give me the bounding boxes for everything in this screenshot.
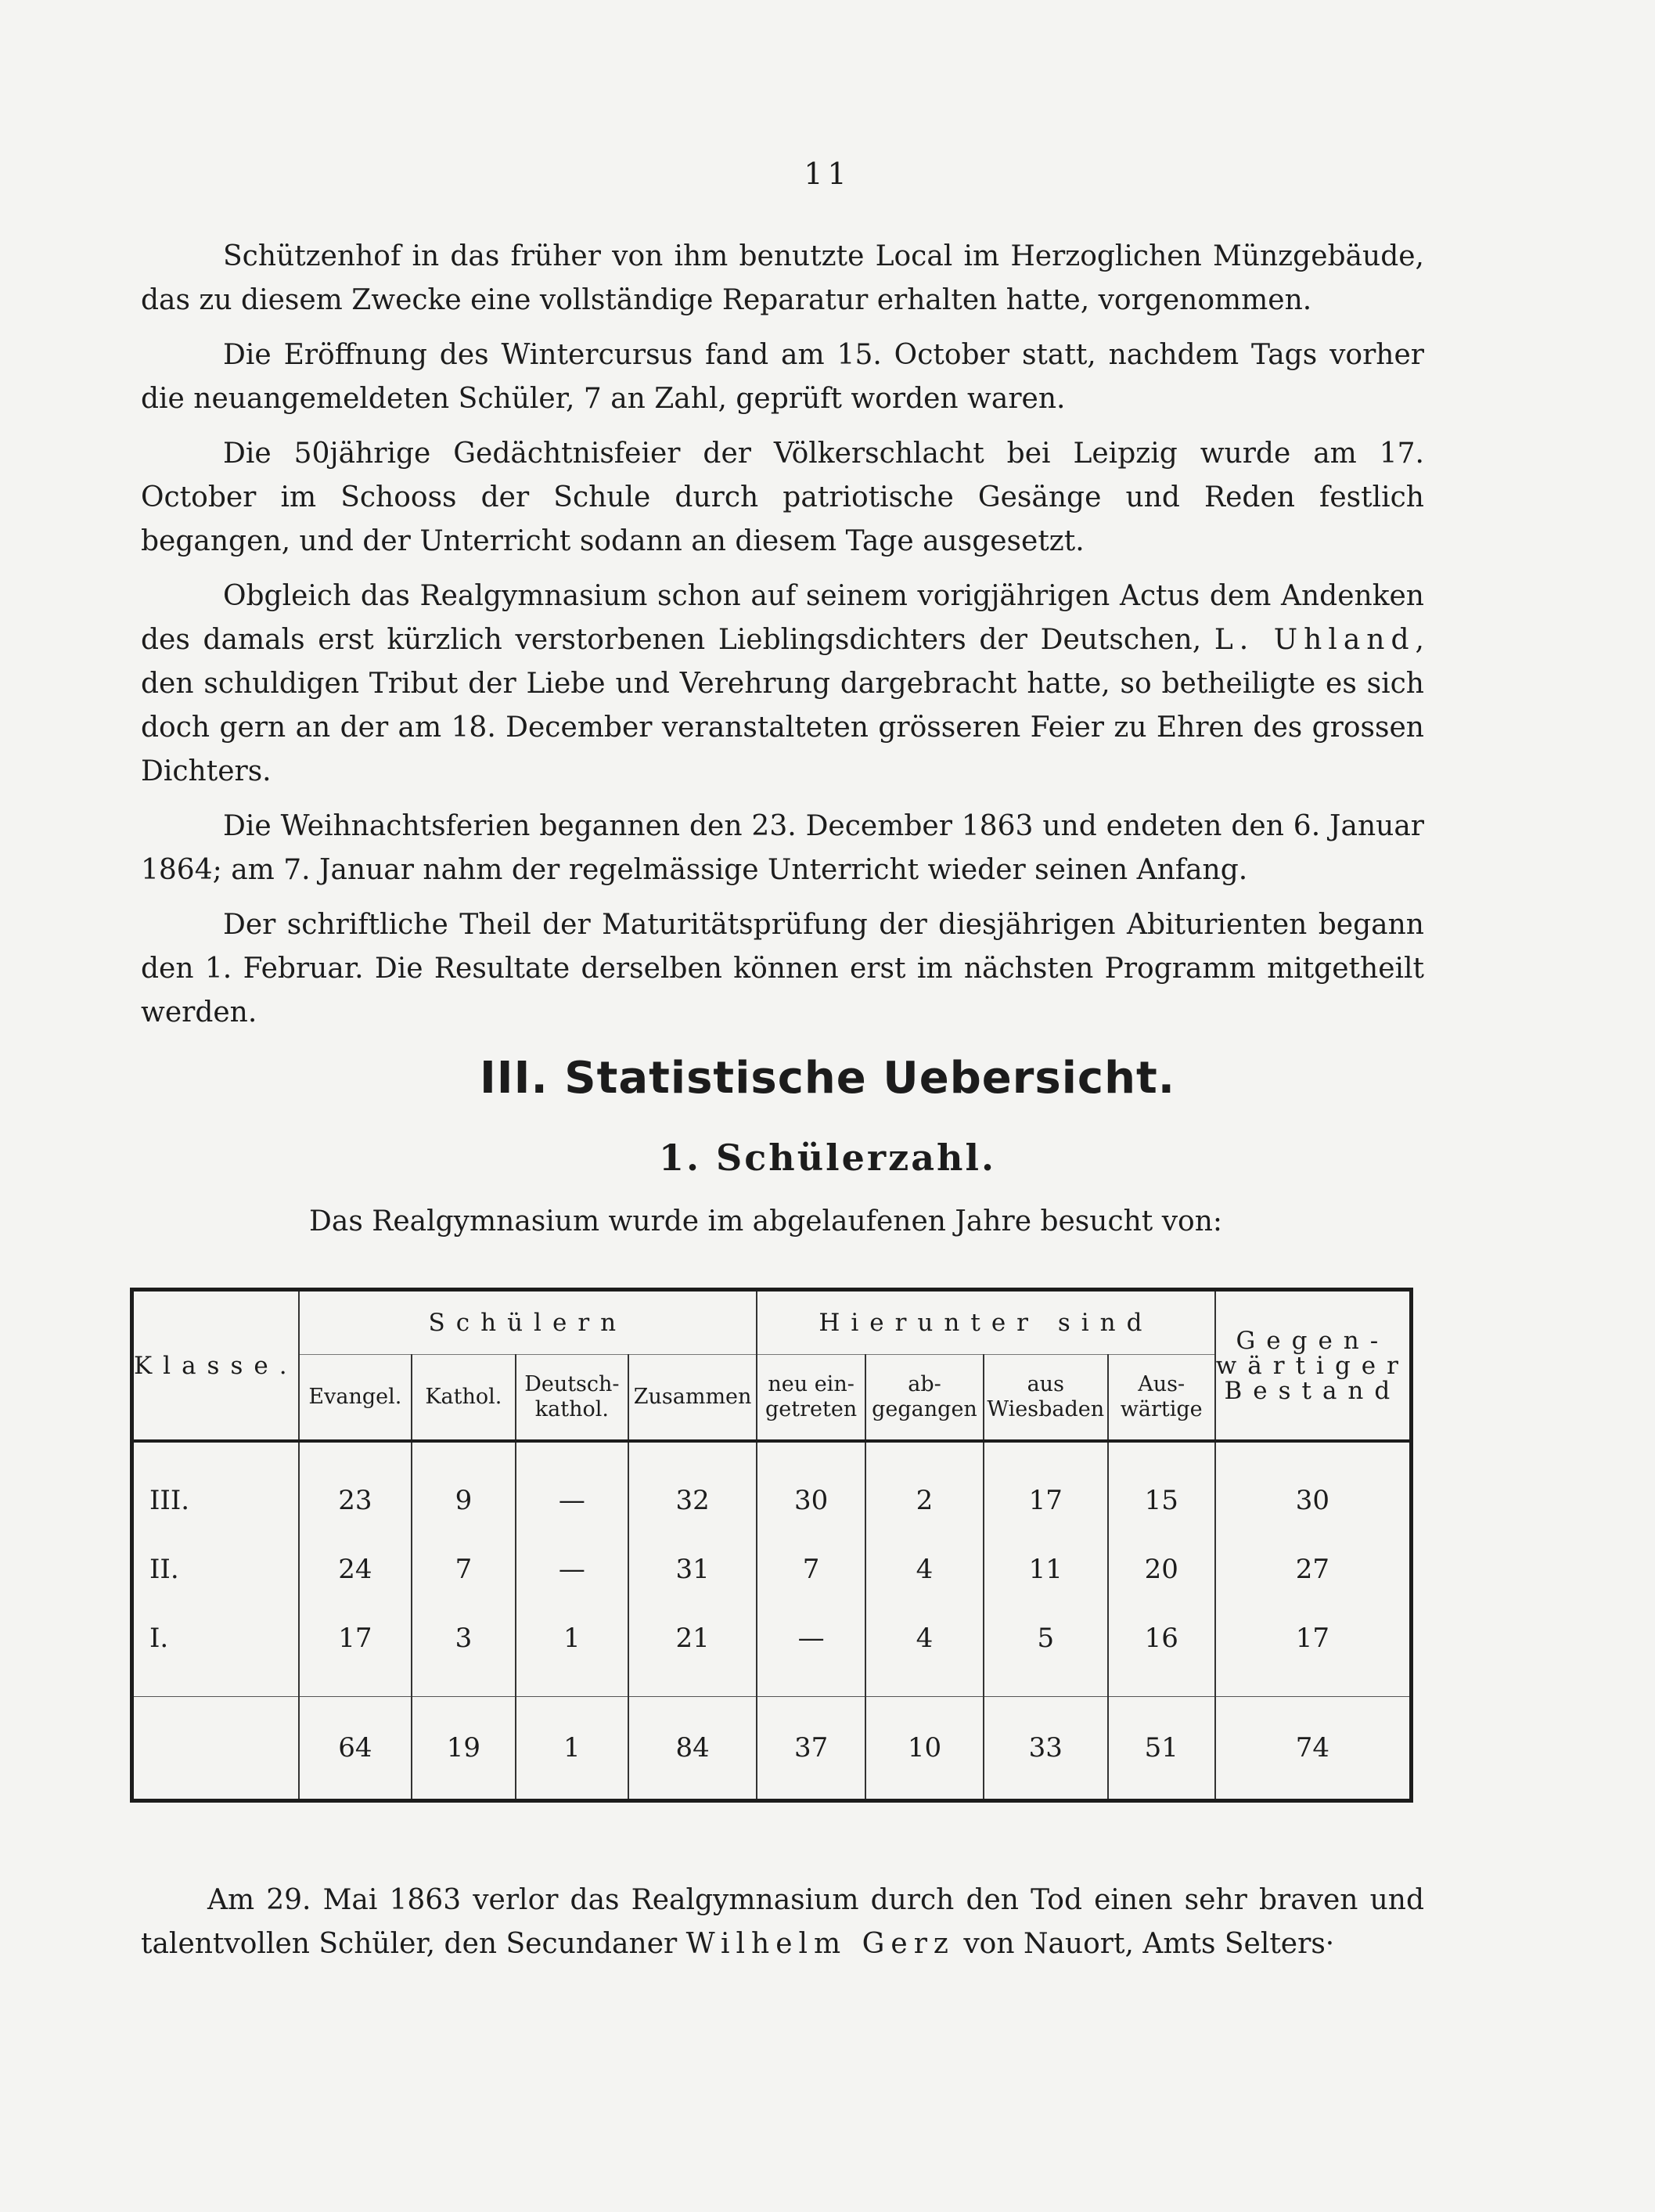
- table-row-II: [132, 1535, 1412, 1604]
- header-auswaertige: Aus- wärtige: [1108, 1355, 1215, 1442]
- paragraph-muenzgebaeude: Schützenhof in das früher von ihm benutzte Local im Herzoglichen Münzgebäude, das zu diesem Zwecke eine vollständige Reparatur erhalten hatte, vorgenommen.: [141, 240, 1424, 316]
- cell-abgegangen: 4: [865, 1535, 984, 1604]
- total-aus-wiesbaden: 33: [984, 1697, 1108, 1801]
- gerz-text-after: von Nauort, Amts Selters·: [954, 1928, 1335, 1960]
- body-text: [141, 235, 1424, 1046]
- cell-kathol: 3: [412, 1604, 515, 1697]
- table-row-I: [132, 1604, 1412, 1697]
- cell-bestand: 17: [1215, 1604, 1412, 1697]
- header-zusammen: Zusammen: [628, 1355, 757, 1442]
- cell-aus-wiesbaden: 11: [984, 1535, 1108, 1604]
- paragraph-gerz: [141, 1879, 1424, 1966]
- header-abgegangen: ab- gegangen: [865, 1355, 984, 1442]
- cell-zusammen: 31: [628, 1535, 757, 1604]
- total-evangel: 64: [299, 1697, 412, 1801]
- cell-neu-eingetreten: —: [757, 1604, 865, 1697]
- cell-neu-eingetreten: 7: [757, 1535, 865, 1604]
- cell-zusammen: 21: [628, 1604, 757, 1697]
- header-gegenwaertiger-bestand: Gegen- wärtiger Bestand: [1215, 1290, 1412, 1442]
- gerz-text-before: Am 29. Mai 1863 verlor das Realgymnasium durch den Tod einen sehr braven und talentvollen Schüler, den Secundaner: [141, 1884, 1424, 1960]
- header-evangel: Evangel.: [299, 1355, 412, 1442]
- paragraph-uhland: [141, 575, 1424, 794]
- cell-abgegangen: 2: [865, 1441, 984, 1535]
- cell-neu-eingetreten: 30: [757, 1441, 865, 1535]
- cell-auswaertige: 15: [1108, 1441, 1215, 1535]
- schuelerzahl-table: [130, 1288, 1413, 1803]
- cell-evangel: 17: [299, 1604, 412, 1697]
- total-auswaertige: 51: [1108, 1697, 1215, 1801]
- header-hierunter-sind: Hierunter sind: [757, 1290, 1215, 1355]
- cell-auswaertige: 20: [1108, 1535, 1215, 1604]
- paragraph-gedaechtnisfeier: Die 50jährige Gedächtnisfeier der Völkerschlacht bei Leipzig wurde am 17. October im Schooss der Schule durch patriotische Gesänge und Reden festlich begangen, und der Unterricht sodann an diesem Tage ausgesetzt.: [141, 438, 1424, 557]
- cell-bestand: 30: [1215, 1441, 1412, 1535]
- header-klasse: Klasse.: [132, 1290, 299, 1442]
- table-intro: Das Realgymnasium wurde im abgelaufenen Jahre besucht von:: [309, 1205, 1223, 1237]
- header-kathol: Kathol.: [412, 1355, 515, 1442]
- page-number: 11: [804, 157, 851, 191]
- gerz-name: Wilhelm Gerz: [685, 1928, 955, 1960]
- closing-text: [141, 1879, 1424, 1966]
- paragraph-weihnachtsferien: Die Weihnachtsferien begannen den 23. December 1863 und endeten den 6. Januar 1864; am 7. Januar nahm der regelmässige Unterricht wieder seinen Anfang.: [141, 810, 1424, 886]
- total-abgegangen: 10: [865, 1697, 984, 1801]
- cell-evangel: 24: [299, 1535, 412, 1604]
- cell-klasse: I.: [132, 1604, 299, 1697]
- header-schuelern: Schülern: [299, 1290, 757, 1355]
- cell-aus-wiesbaden: 17: [984, 1441, 1108, 1535]
- cell-deutschkathol: —: [516, 1535, 629, 1604]
- uhland-text-before: Obgleich das Realgymnasium schon auf seinem vorigjährigen Actus dem Andenken des damals erst kürzlich verstorbenen Lieblingsdichters der Deutschen,: [141, 580, 1424, 656]
- cell-deutschkathol: —: [516, 1441, 629, 1535]
- cell-bestand: 27: [1215, 1535, 1412, 1604]
- cell-kathol: 7: [412, 1535, 515, 1604]
- cell-abgegangen: 4: [865, 1604, 984, 1697]
- table-row-III: [132, 1441, 1412, 1535]
- cell-deutschkathol: 1: [516, 1604, 629, 1697]
- section-title: III. Statistische Uebersicht.: [479, 1053, 1176, 1104]
- total-kathol: 19: [412, 1697, 515, 1801]
- header-neu-eingetreten: neu ein- getreten: [757, 1355, 865, 1442]
- table-row-totals: [132, 1697, 1412, 1801]
- header-aus-wiesbaden: aus Wiesbaden: [984, 1355, 1108, 1442]
- cell-evangel: 23: [299, 1441, 412, 1535]
- cell-klasse-empty: [132, 1697, 299, 1801]
- total-bestand: 74: [1215, 1697, 1412, 1801]
- cell-kathol: 9: [412, 1441, 515, 1535]
- paragraph-maturitaetspruefung: Der schriftliche Theil der Maturitätsprüfung der diesjährigen Abiturienten begann den 1. Februar. Die Resultate derselben können erst im nächsten Programm mitgetheilt werden.: [141, 909, 1424, 1029]
- cell-auswaertige: 16: [1108, 1604, 1215, 1697]
- cell-zusammen: 32: [628, 1441, 757, 1535]
- cell-aus-wiesbaden: 5: [984, 1604, 1108, 1697]
- total-deutschkathol: 1: [516, 1697, 629, 1801]
- total-neu-eingetreten: 37: [757, 1697, 865, 1801]
- cell-klasse: II.: [132, 1535, 299, 1604]
- uhland-name: L. Uhland: [1214, 624, 1416, 656]
- cell-klasse: III.: [132, 1441, 299, 1535]
- paragraph-wintercursus: Die Eröffnung des Wintercursus fand am 15. October statt, nachdem Tags vorher die neuangemeldeten Schüler, 7 an Zahl, geprüft worden waren.: [141, 339, 1424, 415]
- subsection-title: 1. Schülerzahl.: [659, 1137, 996, 1179]
- header-deutschkathol: Deutsch- kathol.: [516, 1355, 629, 1442]
- total-zusammen: 84: [628, 1697, 757, 1801]
- uhland-text-after: , den schuldigen Tribut der Liebe und Verehrung dargebracht hatte, so betheiligte es sich doch gern an der am 18. December veranstalteten grösseren Feier zu Ehren des grossen Dichters.: [141, 624, 1424, 787]
